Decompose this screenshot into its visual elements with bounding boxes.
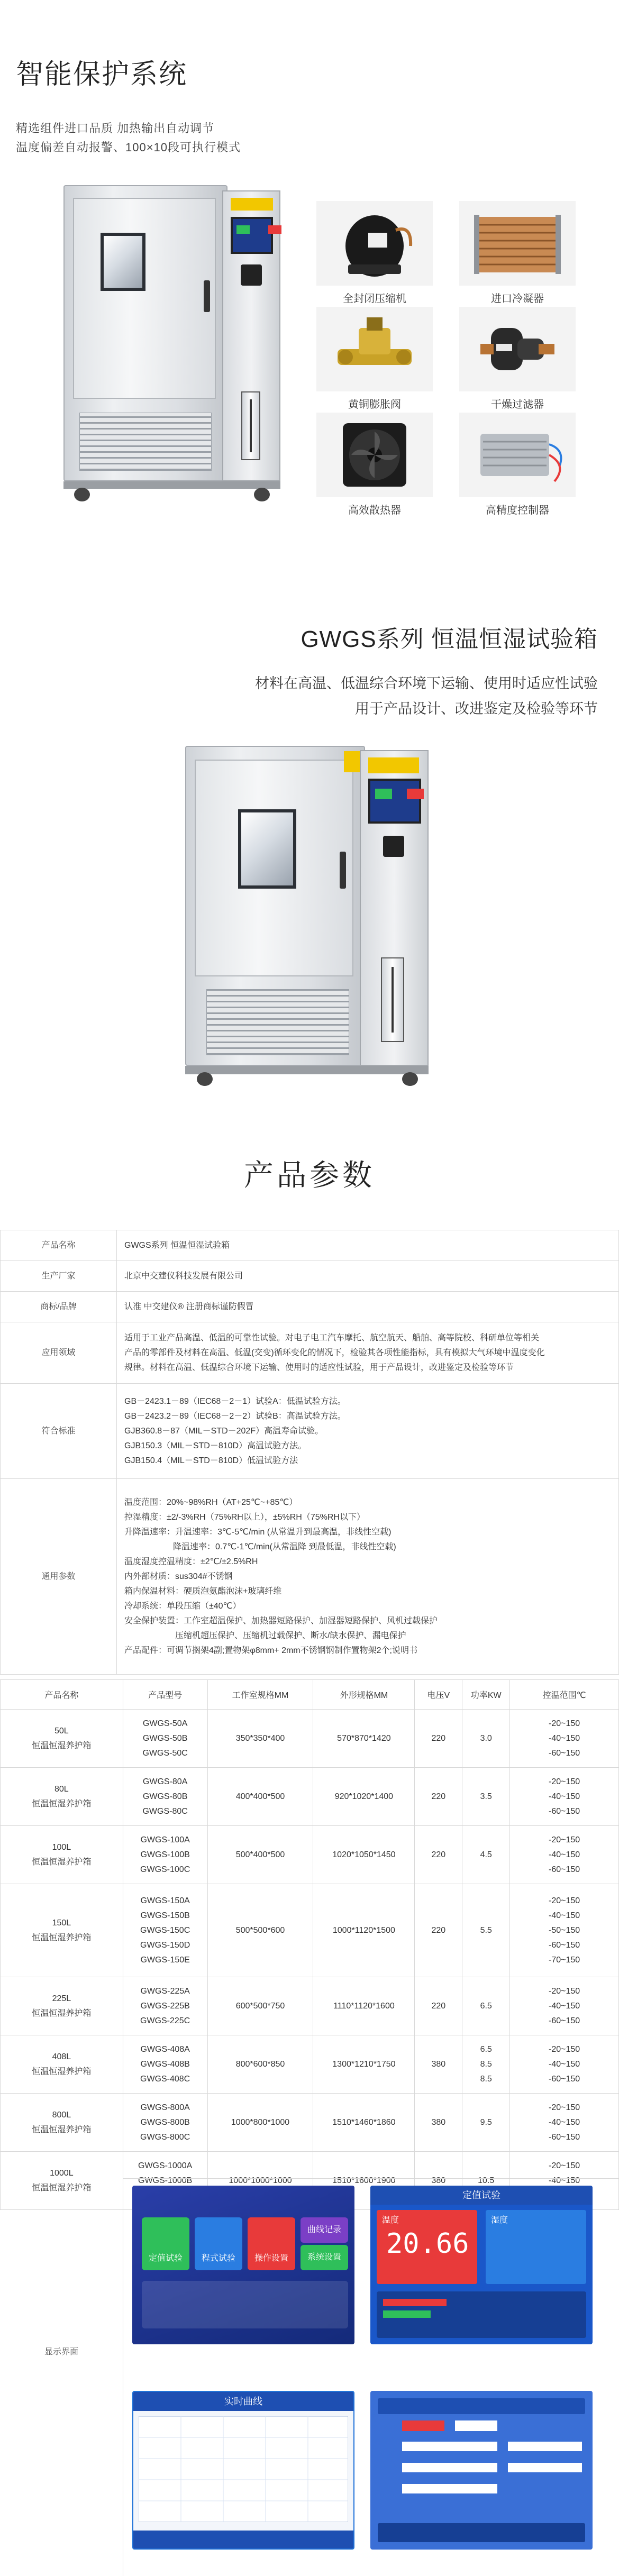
model-codes: GWGS-800A GWGS-800B GWGS-800C	[123, 2094, 207, 2152]
screen-program	[370, 2391, 593, 2550]
model-power: 10.5	[462, 2152, 510, 2210]
section1-title: 智能保护系统	[16, 59, 188, 90]
section1-line-1: 精选组件进口品质 加热输出自动调节	[16, 122, 215, 135]
model-power: 3.5	[462, 1768, 510, 1826]
screen-title: 定值试验	[370, 2186, 593, 2205]
model-range: -20~150 -40~150	[510, 2152, 619, 2210]
model-name: 150L 恒温恒湿养护箱	[1, 1884, 123, 1977]
screen-fixed-test	[370, 2186, 593, 2344]
chamber-photo-large	[185, 746, 434, 1084]
menu-tile: 定值试验	[142, 2217, 189, 2270]
model-voltage: 220	[415, 1768, 462, 1826]
part-radiator	[316, 413, 433, 524]
model-codes: GWGS-225A GWGS-225B GWGS-225C	[123, 1977, 207, 2035]
spec-value: 适用于工业产品高温、低温的可靠性试验。对电子电工汽车摩托、航空航天、船舶、高等院校、科研单位等相关 产品的零部件及材料在高温、低温(交变)循环变化的情况下，检验其各项性能指标，具有模拟大气环境中温度变化 规律。材料在高温、低温综合环境下运输、使用时的适应性试验，用于产品设计，改进鉴定及检验等环节	[117, 1322, 619, 1384]
model-codes: GWGS-100A GWGS-100B GWGS-100C	[123, 1826, 207, 1884]
curve-grid-icon	[139, 2416, 348, 2522]
part-condenser	[459, 201, 576, 312]
model-range: -20~150 -40~150 -60~150	[510, 1826, 619, 1884]
model-range: -20~150 -40~150 -60~150	[510, 2094, 619, 2152]
section2-title: GWGS系列 恒温恒湿试验箱	[301, 626, 598, 652]
menu-tile: 曲线记录	[301, 2217, 348, 2243]
part-label: 干燥过滤器	[491, 399, 544, 410]
model-power: 6.5	[462, 1977, 510, 2035]
model-inner: 350*350*400	[207, 1710, 313, 1768]
section2-line-2: 用于产品设计、改进鉴定及检验等环节	[355, 701, 598, 717]
model-name: 50L 恒温恒湿养护箱	[1, 1710, 123, 1768]
model-codes: GWGS-408A GWGS-408B GWGS-408C	[123, 2035, 207, 2094]
table-row	[1, 1322, 619, 1384]
menu-tile: 操作设置	[248, 2217, 295, 2270]
model-name: 100L 恒温恒湿养护箱	[1, 1826, 123, 1884]
part-dry-filter	[459, 307, 576, 418]
section1-line-2: 温度偏差自动报警、100×10段可执行模式	[16, 141, 241, 154]
screen-curve	[132, 2391, 354, 2550]
model-voltage: 220	[415, 1977, 462, 2035]
model-name: 408L 恒温恒湿养护箱	[1, 2035, 123, 2094]
table-row	[1, 2094, 619, 2152]
model-voltage: 380	[415, 2152, 462, 2210]
model-inner: 600*500*750	[207, 1977, 313, 2035]
col-header: 功率KW	[462, 1680, 510, 1710]
model-inner: 800*600*850	[207, 2035, 313, 2094]
model-outer: 1510*1460*1860	[313, 2094, 415, 2152]
models-header-row	[1, 1680, 619, 1710]
table-row	[1, 1710, 619, 1768]
col-header: 产品型号	[123, 1680, 207, 1710]
model-codes: GWGS-1000A GWGS-1000B	[123, 2152, 207, 2210]
part-expansion-valve	[316, 307, 433, 418]
col-header: 外形规格MM	[313, 1680, 415, 1710]
spec-label: 通用参数	[1, 1479, 117, 1675]
menu-tile: 系统设置	[301, 2245, 348, 2270]
spec-value: 温度范围：20%~98%RH（AT+25℃~+85℃） 控湿精度：±2/-3%RH（75%RH以上），±5%RH（75%RH以下） 升降温速率：升温速率：3℃-5℃/min (从常温升到最高温，非线性空载) 降温速率：0.7℃-1℃/min(从常温降 到最低温，非线性空载) 温度湿度控温精度：±2℃/±2.5%RH 内外部材质：sus304#不锈钢 箱内保温材料：硬质泡氨酯泡沫+玻璃纤维 冷却系统：单段压缩（±40℃） 安全保护装置：工作室超温保护、加热器短路保护、加湿器短路保护、风机过载保护 压缩机超压保护、压缩机过载保护、断水/缺水保护、漏电保护 产品配件：可调节搁架4副;置物架φ8mm+ 2mm不锈钢钢制作置物架2个;说明书	[117, 1479, 619, 1675]
model-voltage: 220	[415, 1826, 462, 1884]
model-name: 225L 恒温恒湿养护箱	[1, 1977, 123, 2035]
screen-main-menu	[132, 2186, 354, 2344]
part-controller	[459, 413, 576, 524]
table-row	[1, 1768, 619, 1826]
spec-value: 认准 中交建仪® 注册商标谨防假冒	[117, 1292, 619, 1322]
col-header: 电压V	[415, 1680, 462, 1710]
part-label: 全封闭压缩机	[343, 293, 406, 305]
model-power: 4.5	[462, 1826, 510, 1884]
col-header: 产品名称	[1, 1680, 123, 1710]
model-outer: 1110*1120*1600	[313, 1977, 415, 2035]
model-name: 80L 恒温恒湿养护箱	[1, 1768, 123, 1826]
model-outer: 570*870*1420	[313, 1710, 415, 1768]
table-row	[1, 1292, 619, 1322]
model-voltage: 380	[415, 2035, 462, 2094]
model-inner: 1000*1000*1000	[207, 2152, 313, 2210]
model-outer: 1510*1600*1900	[313, 2152, 415, 2210]
dry-filter-icon	[459, 307, 576, 391]
model-codes: GWGS-80A GWGS-80B GWGS-80C	[123, 1768, 207, 1826]
spec-value: GB－2423.1－89（IEC68－2－1）试验A：低温试验方法。 GB－2423.2－89（IEC68－2－2）试验B：高温试验方法。 GJB360.8－87（MIL－STD－202F）高温寿命试验。 GJB150.3（MIL－STD－810D）高温试验方法。 GJB150.4（MIL－STD－810D）低温试验方法	[117, 1384, 619, 1479]
model-name: 1000L 恒温恒湿养护箱	[1, 2152, 123, 2210]
model-inner: 400*400*500	[207, 1768, 313, 1826]
part-compressor	[316, 201, 433, 312]
model-voltage: 220	[415, 1710, 462, 1768]
section2-line-1: 材料在高温、低温综合环境下运输、使用时适应性试验	[255, 675, 598, 691]
spec-label: 生产厂家	[1, 1261, 117, 1292]
spec-table	[0, 1230, 619, 1675]
screen-title: 实时曲线	[133, 2392, 353, 2411]
spec-label: 产品名称	[1, 1230, 117, 1261]
expansion-valve-icon	[316, 307, 433, 391]
table-row	[1, 1230, 619, 1261]
temp-label: 温度	[382, 2216, 399, 2225]
model-range: -20~150 -40~150 -60~150	[510, 1977, 619, 2035]
model-voltage: 380	[415, 2094, 462, 2152]
controller-icon	[459, 413, 576, 497]
spec-value: 北京中交建仪科技发展有限公司	[117, 1261, 619, 1292]
model-range: -20~150 -40~150 -60~150	[510, 2035, 619, 2094]
model-range: -20~150 -40~150 -60~150	[510, 1710, 619, 1768]
table-row	[1, 1261, 619, 1292]
condenser-icon	[459, 201, 576, 286]
model-power: 6.5 8.5 8.5	[462, 2035, 510, 2094]
model-range: -20~150 -40~150 -50~150 -60~150 -70~150	[510, 1884, 619, 1977]
spec-value: GWGS系列 恒温恒湿试验箱	[117, 1230, 619, 1261]
menu-tile: 程式试验	[195, 2217, 242, 2270]
model-outer: 920*1020*1400	[313, 1768, 415, 1826]
table-row	[1, 1884, 619, 1977]
model-codes: GWGS-50A GWGS-50B GWGS-50C	[123, 1710, 207, 1768]
table-row	[1, 1826, 619, 1884]
col-header: 工作室规格MM	[207, 1680, 313, 1710]
table-row	[1, 2035, 619, 2094]
spec-label: 符合标准	[1, 1384, 117, 1479]
temp-value: 20.66	[386, 2228, 469, 2260]
model-voltage: 220	[415, 1884, 462, 1977]
compressor-icon	[316, 201, 433, 286]
part-label: 高效散热器	[348, 505, 401, 516]
humi-label: 湿度	[491, 2216, 508, 2225]
col-header: 控温范围℃	[510, 1680, 619, 1710]
model-power: 5.5	[462, 1884, 510, 1977]
model-outer: 1020*1050*1450	[313, 1826, 415, 1884]
table-row	[1, 1384, 619, 1479]
model-codes: GWGS-150A GWGS-150B GWGS-150C GWGS-150D GWGS-150E	[123, 1884, 207, 1977]
spec-label: 应用领域	[1, 1322, 117, 1384]
model-inner: 500*400*500	[207, 1826, 313, 1884]
radiator-fan-icon	[316, 413, 433, 497]
model-name: 800L 恒温恒湿养护箱	[1, 2094, 123, 2152]
model-power: 9.5	[462, 2094, 510, 2152]
table-row	[1, 1479, 619, 1675]
model-outer: 1300*1210*1750	[313, 2035, 415, 2094]
chamber-photo-small	[63, 185, 286, 503]
model-inner: 1000*800*1000	[207, 2094, 313, 2152]
model-range: -20~150 -40~150 -60~150	[510, 1768, 619, 1826]
model-power: 3.0	[462, 1710, 510, 1768]
screens-label: 显示界面	[44, 2347, 78, 2356]
model-inner: 500*500*600	[207, 1884, 313, 1977]
part-label: 高精度控制器	[486, 505, 549, 516]
models-table	[0, 1679, 619, 2210]
part-label: 进口冷凝器	[491, 293, 544, 305]
model-outer: 1000*1120*1500	[313, 1884, 415, 1977]
spec-label: 商标/品牌	[1, 1292, 117, 1322]
table-row	[1, 1977, 619, 2035]
section3-title: 产品参数	[244, 1158, 375, 1192]
part-label: 黄铜膨胀阀	[348, 399, 401, 410]
